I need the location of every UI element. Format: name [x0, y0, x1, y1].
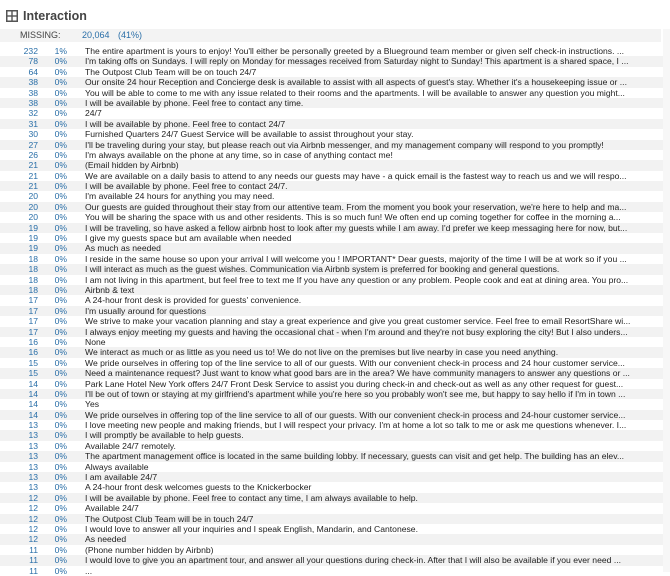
row-percent: 0% [54, 129, 67, 140]
row-percent: 0% [54, 482, 67, 493]
row-percent: 0% [54, 461, 67, 472]
row-text: Our guests are guided throughout their stay from our attentive team. From the moment you book your reservation, we're here to help and ma... [85, 201, 627, 212]
list-item[interactable] [0, 171, 670, 181]
row-percent: 0% [54, 430, 67, 441]
row-percent: 0% [54, 191, 67, 202]
row-count: 11 [29, 555, 38, 566]
row-percent: 0% [54, 388, 67, 399]
row-percent: 0% [54, 274, 67, 285]
list-item[interactable] [0, 88, 670, 98]
row-count: 12 [28, 492, 38, 503]
row-percent: 0% [54, 368, 67, 379]
row-count: 18 [28, 274, 38, 285]
list-item[interactable] [0, 108, 670, 118]
row-text: The Outpost Club Team will be on touch 24/7 [85, 66, 257, 77]
row-text: I always enjoy meeting my guests and having the occasional chat - when I'm around and they're not busy exploring the city! But I also unders... [85, 326, 628, 337]
row-percent: 0% [54, 253, 67, 264]
row-percent: 0% [54, 97, 67, 108]
row-percent: 0% [54, 212, 67, 223]
row-percent: 0% [54, 181, 67, 192]
row-percent: 0% [54, 66, 67, 77]
row-count: 15 [28, 357, 38, 368]
row-count: 20 [28, 201, 38, 212]
row-count: 16 [28, 347, 38, 358]
row-text: I will be available by phone. Feel free to contact any time, I am always available to help. [85, 492, 418, 503]
row-count: 13 [28, 420, 38, 431]
row-count: 20 [28, 212, 38, 223]
row-percent: 0% [54, 160, 67, 171]
list-item[interactable] [0, 389, 670, 399]
row-text: I reside in the same house so upon your arrival I will welcome you ! IMPORTANT* Dear guests, majority of the time I will be at work so if you ... [85, 253, 627, 264]
row-percent: 0% [54, 264, 67, 275]
row-percent: 0% [54, 347, 67, 358]
row-percent: 1% [54, 46, 67, 56]
row-count: 38 [28, 77, 38, 88]
row-text: (Email hidden by Airbnb) [85, 160, 179, 171]
row-percent: 0% [54, 77, 67, 88]
row-text: I will be available by phone. Feel free to contact 24/7. [85, 181, 288, 192]
list-item[interactable] [0, 129, 670, 139]
missing-percent: (41%) [118, 30, 143, 40]
list-item[interactable] [0, 534, 670, 544]
row-text: I'll be out of town or staying at my girlfriend's apartment while you're here so you probably won't see me, but happy to say hello if I'm in town ... [85, 388, 626, 399]
row-count: 18 [28, 284, 38, 295]
row-percent: 0% [54, 56, 67, 67]
list-item[interactable] [0, 212, 670, 222]
row-text: I'll be traveling during your stay, but please reach out via Airbnb messenger, and my management company will respond to you promptly! [85, 139, 604, 150]
row-count: 14 [28, 399, 38, 410]
row-text: I give my guests space but am available when needed [85, 233, 292, 244]
row-count: 15 [28, 368, 38, 379]
row-count: 12 [28, 503, 38, 514]
list-item[interactable] [0, 285, 670, 295]
row-percent: 0% [54, 440, 67, 451]
value-frequency-list [0, 46, 670, 576]
row-percent: 0% [54, 326, 67, 337]
list-item[interactable] [0, 347, 670, 357]
row-text: Need a maintenance request? Just want to know what good bars are in the area? We have community managers to answer any questions or ... [85, 368, 630, 379]
row-percent: 0% [54, 534, 67, 545]
row-percent: 0% [54, 118, 67, 129]
row-percent: 0% [54, 139, 67, 150]
row-percent: 0% [54, 108, 67, 119]
row-count: 30 [28, 129, 38, 140]
grid-icon [6, 10, 18, 22]
row-count: 11 [29, 565, 38, 576]
row-percent: 0% [54, 295, 67, 306]
row-count: 38 [28, 97, 38, 108]
list-item[interactable] [0, 181, 670, 191]
row-count: 26 [28, 149, 38, 160]
row-text: I will be available by phone. Feel free to contact any time. [85, 97, 304, 108]
list-item[interactable] [0, 493, 670, 503]
row-percent: 0% [54, 555, 67, 566]
row-text: Our onsite 24 hour Reception and Concierge desk is available to assist with all aspects of guest's stay. Whether it's a housekeeping issue or ... [85, 77, 627, 88]
row-text: ... [85, 565, 93, 576]
list-item[interactable] [0, 243, 670, 253]
list-item[interactable] [0, 327, 670, 337]
row-text: (Phone number hidden by Airbnb) [85, 544, 214, 555]
row-percent: 0% [54, 357, 67, 368]
row-text: Available 24/7 remotely. [85, 440, 176, 451]
list-item[interactable] [0, 306, 670, 316]
row-count: 11 [29, 544, 38, 555]
row-percent: 0% [54, 378, 67, 389]
row-text: Park Lane Hotel New York offers 24/7 Front Desk Service to assist you during check-in and check-out as well as any other request for guest... [85, 378, 624, 389]
list-item[interactable] [0, 430, 670, 440]
row-count: 232 [23, 46, 38, 56]
row-text: I will be traveling, so have asked a fellow airbnb host to look after my guests while I am away. I'd prefer we keep messaging here for now, but... [85, 222, 628, 233]
list-item[interactable] [0, 379, 670, 389]
row-count: 17 [28, 295, 38, 306]
row-percent: 0% [54, 87, 67, 98]
list-item[interactable] [0, 410, 670, 420]
row-count: 21 [28, 160, 38, 171]
row-count: 16 [28, 336, 38, 347]
panel-header [0, 0, 670, 29]
list-item[interactable] [0, 524, 670, 534]
list-item[interactable] [0, 264, 670, 274]
row-percent: 0% [54, 472, 67, 483]
row-count: 13 [28, 440, 38, 451]
row-percent: 0% [54, 305, 67, 316]
row-percent: 0% [54, 170, 67, 181]
panel-title: Interaction [23, 9, 87, 23]
row-percent: 0% [54, 243, 67, 254]
row-percent: 0% [54, 409, 67, 420]
row-text: The apartment management office is located in the same building lobby. If necessary, guests can visit and get help. The building has an elev... [85, 451, 625, 462]
row-text: We are available on a daily basis to attend to any needs our guests may have - a quick email is the fastest way to reach us and we will respo... [85, 170, 627, 181]
row-count: 78 [28, 56, 38, 67]
row-percent: 0% [54, 503, 67, 514]
list-item[interactable] [0, 482, 670, 492]
row-count: 17 [28, 326, 38, 337]
row-text: I will interact as much as the guest wishes. Communication via Airbnb system is preferred for booking and general questions. [85, 264, 560, 275]
row-count: 13 [28, 472, 38, 483]
row-count: 19 [28, 233, 38, 244]
row-count: 38 [28, 87, 38, 98]
missing-summary [0, 29, 661, 42]
row-count: 18 [28, 253, 38, 264]
row-count: 19 [28, 243, 38, 254]
list-item[interactable] [0, 119, 670, 129]
row-count: 12 [28, 534, 38, 545]
list-item[interactable] [0, 202, 670, 212]
list-item[interactable] [0, 254, 670, 264]
row-count: 32 [28, 108, 38, 119]
row-text: We pride ourselves in offering top of the line service to all of our guests. With our convenient check-in process and 24 hour customer service... [85, 357, 625, 368]
list-item[interactable] [0, 399, 670, 409]
row-percent: 0% [54, 544, 67, 555]
row-text: The entire apartment is yours to enjoy! You'll either be personally greeted by a Blueground team member or given self check-in instructions. ... [85, 46, 625, 56]
row-text: Furnished Quarters 24/7 Guest Service will be available to assist throughout your stay. [85, 129, 414, 140]
row-text: I will promptly be available to help guests. [85, 430, 244, 441]
row-count: 14 [28, 388, 38, 399]
list-item[interactable] [0, 275, 670, 285]
row-percent: 0% [54, 316, 67, 327]
row-text: I will be available by phone. Feel free to contact 24/7 [85, 118, 286, 129]
row-text: I'm available 24 hours for anything you may need. [85, 191, 275, 202]
list-item[interactable] [0, 295, 670, 305]
vertical-scrollbar[interactable] [663, 29, 670, 572]
list-item[interactable] [0, 191, 670, 201]
list-item[interactable] [0, 56, 670, 66]
row-count: 12 [28, 513, 38, 524]
row-count: 19 [28, 222, 38, 233]
list-item[interactable] [0, 420, 670, 430]
row-text: I'm usually around for questions [85, 305, 207, 316]
row-percent: 0% [54, 451, 67, 462]
row-count: 21 [28, 170, 38, 181]
list-item[interactable] [0, 368, 670, 378]
row-count: 20 [28, 191, 38, 202]
row-text: I would love to give you an apartment tour, and answer all your questions during check-in. After that I will also be available if you ever need ... [85, 555, 621, 566]
list-item[interactable] [0, 140, 670, 150]
row-percent: 0% [54, 149, 67, 160]
row-text: As much as needed [85, 243, 161, 254]
row-percent: 0% [54, 492, 67, 503]
list-item[interactable] [0, 77, 670, 87]
row-text: Available 24/7 [85, 503, 139, 514]
row-text: None [85, 336, 106, 347]
list-item[interactable] [0, 451, 670, 461]
list-item[interactable] [0, 150, 670, 160]
row-count: 21 [28, 181, 38, 192]
row-percent: 0% [54, 565, 67, 576]
row-text: You will be sharing the space with us and other residents. This is so much fun! We often end up coming together for coffee in the morning a... [85, 212, 621, 223]
missing-label: MISSING: [20, 30, 61, 40]
row-percent: 0% [54, 513, 67, 524]
row-text: We interact as much or as little as you need us to! We do not live on the premises but live nearby in case you need anything. [85, 347, 559, 358]
row-count: 13 [28, 461, 38, 472]
row-text: I am not living in this apartment, but feel free to text me If you have any question or any problem. People cook and eat at dining area. You pro... [85, 274, 629, 285]
list-item[interactable] [0, 337, 670, 347]
row-text: I'm always available on the phone at any time, so in case of anything contact me! [85, 149, 393, 160]
list-item[interactable] [0, 160, 670, 170]
list-item[interactable] [0, 441, 670, 451]
row-percent: 0% [54, 336, 67, 347]
row-percent: 0% [54, 233, 67, 244]
row-text: A 24-hour front desk welcomes guests to the Knickerbocker [85, 482, 312, 493]
list-item[interactable] [0, 233, 670, 243]
list-item[interactable] [0, 545, 670, 555]
row-percent: 0% [54, 523, 67, 534]
row-percent: 0% [54, 420, 67, 431]
list-item[interactable] [0, 555, 670, 565]
list-item[interactable] [0, 566, 670, 576]
list-item[interactable] [0, 223, 670, 233]
row-percent: 0% [54, 201, 67, 212]
list-item[interactable] [0, 514, 670, 524]
row-count: 14 [28, 378, 38, 389]
list-item[interactable] [0, 462, 670, 472]
row-count: 27 [28, 139, 38, 150]
row-text: 24/7 [85, 108, 102, 119]
list-item[interactable] [0, 358, 670, 368]
list-item[interactable] [0, 67, 670, 77]
row-text: As needed [85, 534, 127, 545]
list-item[interactable] [0, 316, 670, 326]
row-count: 17 [28, 305, 38, 316]
missing-count: 20,064 [82, 30, 110, 40]
row-percent: 0% [54, 222, 67, 233]
list-item[interactable] [0, 46, 670, 56]
row-count: 13 [28, 430, 38, 441]
row-text: I love meeting new people and making friends, but I will respect your privacy. I'm at home a lot so talk to me or ask me questions whenever. I... [85, 420, 627, 431]
row-count: 31 [28, 118, 38, 129]
row-count: 12 [28, 523, 38, 534]
row-count: 17 [28, 316, 38, 327]
row-text: I would love to answer all your inquiries and I speak English, Mandarin, and Cantonese. [85, 523, 418, 534]
row-text: We strive to make your vacation planning and stay a great experience and give you great customer service. Feel free to email ResortShare wi... [85, 316, 631, 327]
list-item[interactable] [0, 472, 670, 482]
row-text: Airbnb & text [85, 284, 135, 295]
row-count: 64 [28, 66, 38, 77]
row-text: A 24-hour front desk is provided for guests' convenience. [85, 295, 302, 306]
row-text: Always available [85, 461, 149, 472]
row-text: The Outpost Club Team will be in touch 24/7 [85, 513, 254, 524]
row-count: 14 [28, 409, 38, 420]
row-text: I'm taking offs on Sundays. I will reply on Monday for messages received from Saturday night to Sunday! This apartment is a shared space, I ... [85, 56, 629, 67]
row-percent: 0% [54, 284, 67, 295]
row-text: You will be able to come to me with any issue related to their rooms and the apartments. I will be available to answer any question you might... [85, 87, 625, 98]
list-item[interactable] [0, 503, 670, 513]
row-text: I am available 24/7 [85, 472, 158, 483]
list-item[interactable] [0, 98, 670, 108]
row-text: Yes [85, 399, 100, 410]
row-percent: 0% [54, 399, 67, 410]
row-text: We pride ourselves in offering top of the line service to all of our guests. With our convenient check-in process and 24-hour customer service... [85, 409, 626, 420]
row-count: 13 [28, 482, 38, 493]
row-count: 13 [28, 451, 38, 462]
row-count: 18 [28, 264, 38, 275]
